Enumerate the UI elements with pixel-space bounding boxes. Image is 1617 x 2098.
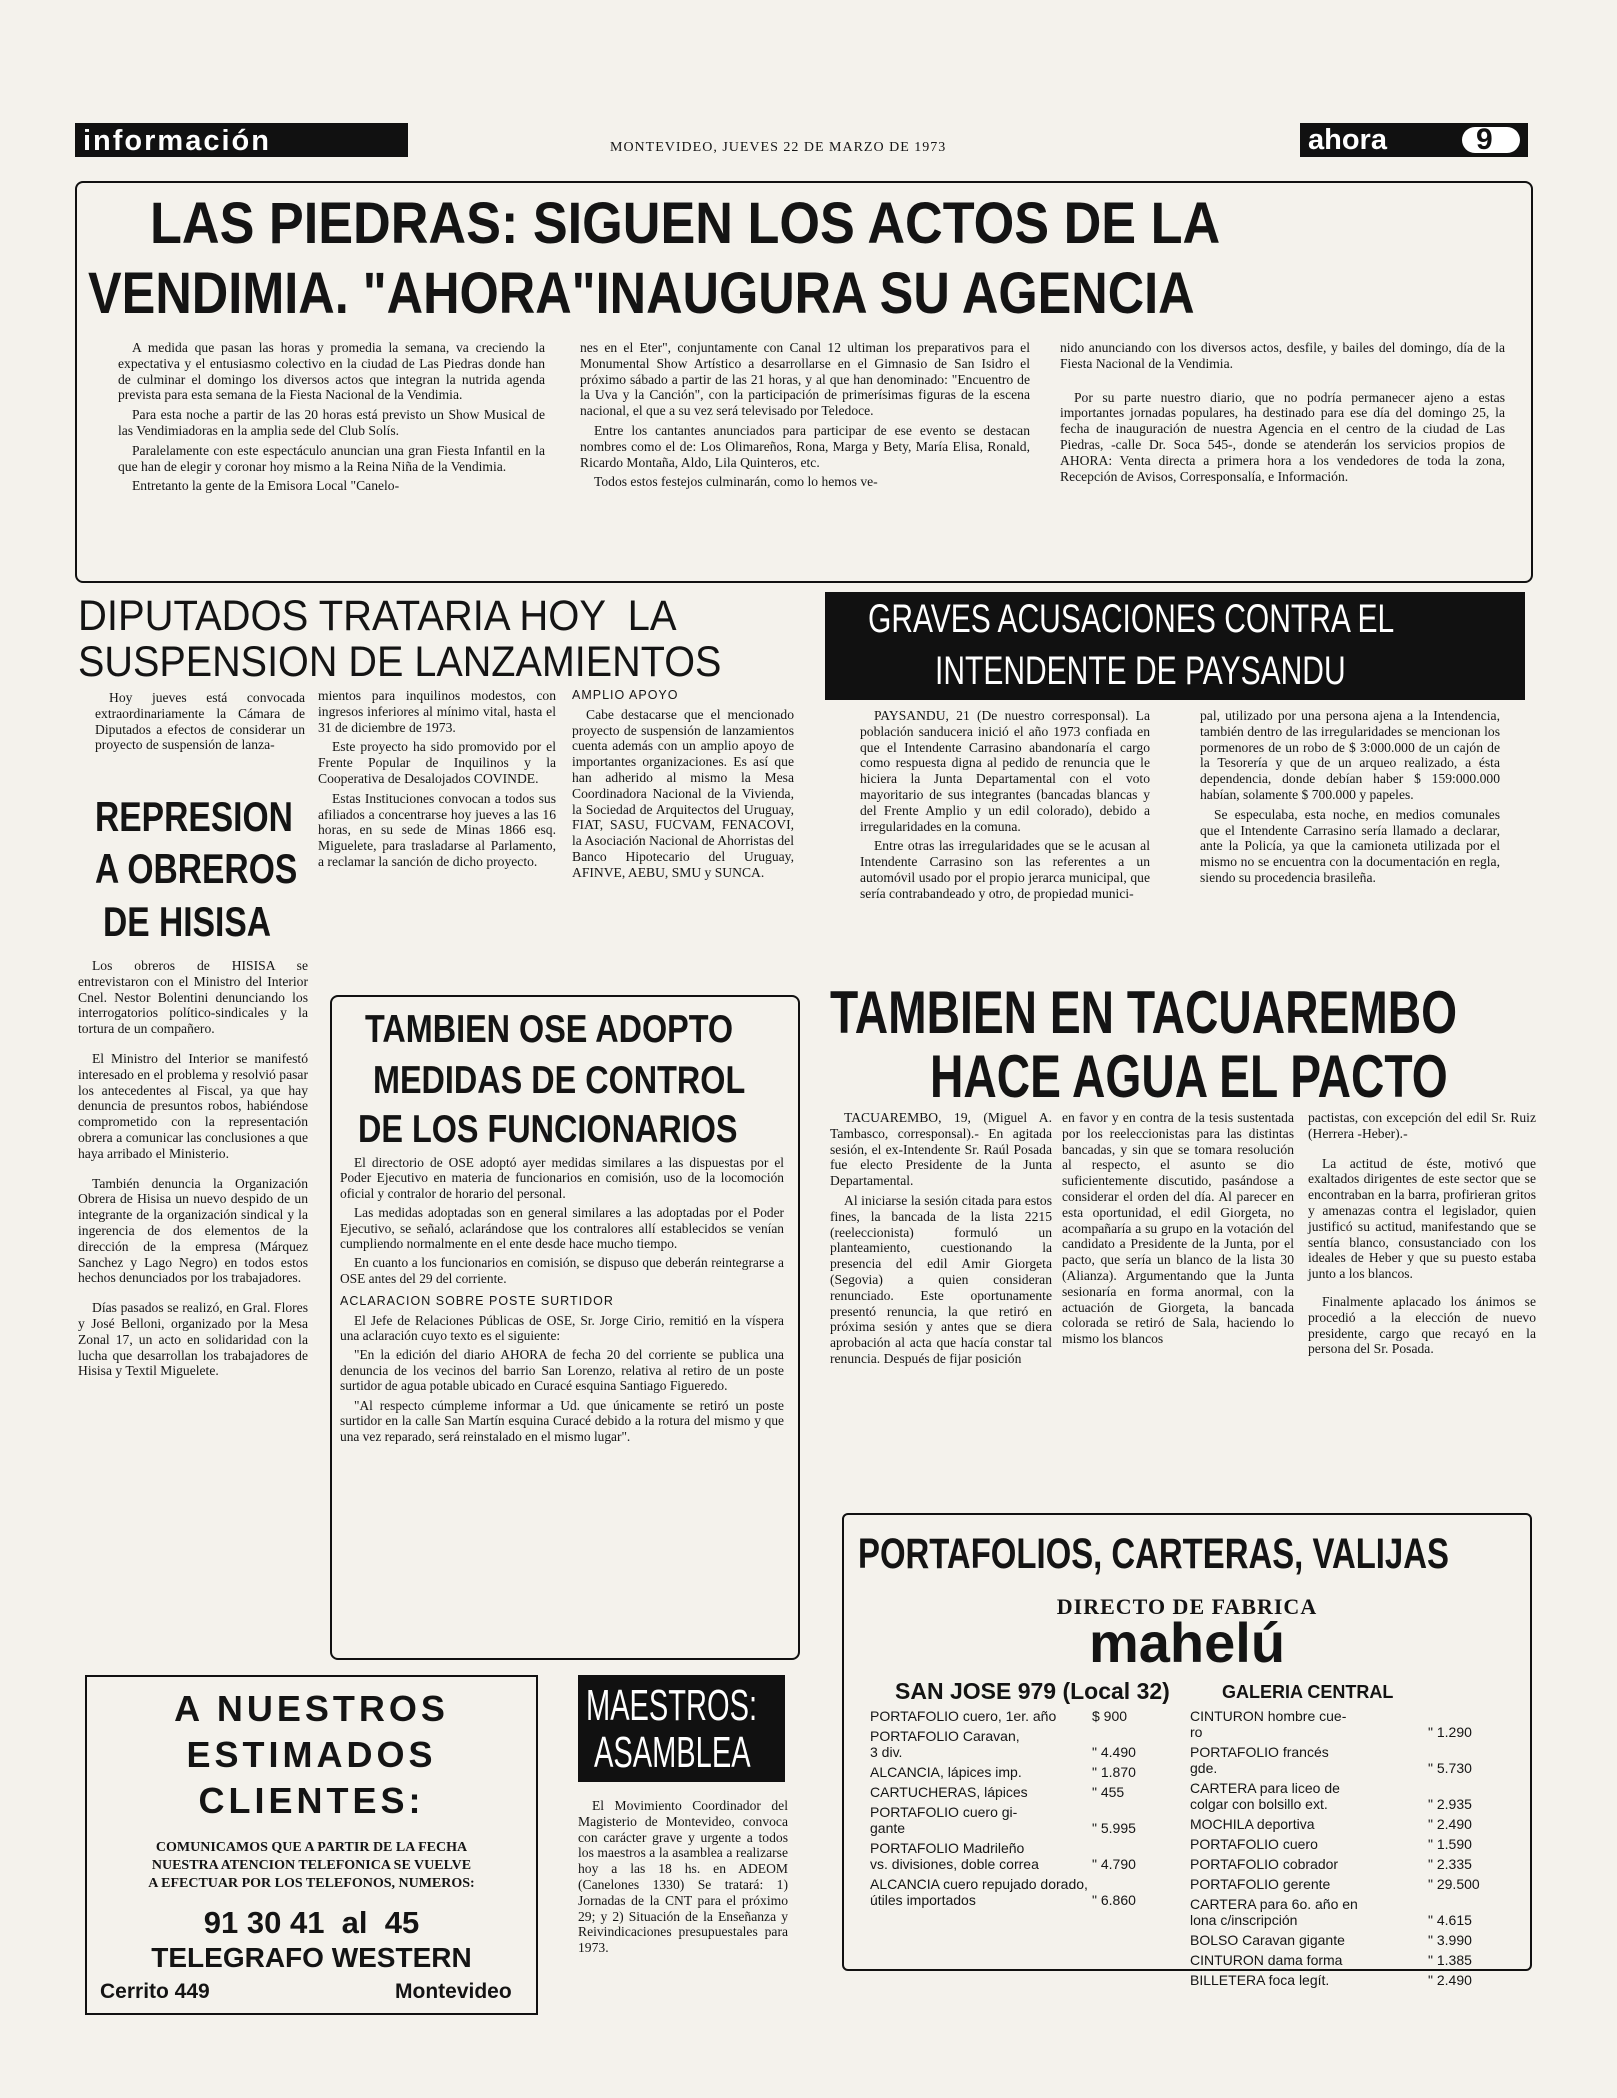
price-item-name: PORTAFOLIO Madrileño (870, 1840, 1025, 1856)
price-list-item (1190, 1972, 1329, 1988)
price-list-item (1190, 1816, 1315, 1832)
price-item-price: " 1.385 (1428, 1952, 1472, 1968)
price-item-name-cont: gante (870, 1820, 906, 1836)
clientes-company: TELEGRAFO WESTERN (151, 1942, 472, 1973)
clientes-body-line2: NUESTRA ATENCION TELEFONICA SE VUELVE (151, 1858, 472, 1873)
price-item-price: " 3.990 (1428, 1932, 1472, 1948)
ose-title-line2: MEDIDAS DE CONTROL (373, 1059, 746, 1102)
maestros-title-line1: MAESTROS: (586, 1681, 758, 1730)
price-item-name: MOCHILA deportiva (1190, 1816, 1315, 1832)
price-item-name: PORTAFOLIO cuero gi- (870, 1804, 1018, 1820)
mahelu-price-list-right (1190, 1708, 1520, 1988)
price-item-name: CARTUCHERAS, lápices (870, 1784, 1028, 1800)
price-item-name: ALCANCIA cuero repujado dorado, (870, 1876, 1088, 1892)
clientes-phones: 91 30 41 al 45 (203, 1905, 420, 1940)
clientes-body-line1: COMUNICAMOS QUE A PARTIR DE LA FECHA (155, 1840, 468, 1855)
clientes-title-line2: ESTIMADOS (186, 1734, 437, 1775)
price-list-item (1190, 1836, 1318, 1852)
las-piedras-col-2: nes en el Eter", conjuntamente con Canal 12 ultiman los preparativos para el Monumental Show Artístico a desarrollarse en el Gimnasio de San Isidro el próximo sábado a partir de las 21 horas, y al que han denominado: "Encuentro de la Uva y la Canción", con la participación de primerísimas figuras de la escena nacional, el que a su vez será televisado por Teledoce. Entre los cantantes anunciados para participar de ese evento se destacan nombres como el de: Los Olimareños, Rona, Marga y Bety, María Elisa, Ronald, Ricardo Montaña, Aldo, Lila Quinteros, etc. Todos estos festejos culminarán, como lo hemos ve- (580, 340, 1030, 490)
price-item-price: " 4.615 (1428, 1912, 1472, 1928)
price-item-name: PORTAFOLIO cobrador (1190, 1856, 1339, 1872)
mahelu-gallery: GALERIA CENTRAL (1222, 1682, 1394, 1702)
clientes-body-line3: A EFECTUAR POR LOS TELEFONOS, NUMEROS: (148, 1876, 475, 1891)
ose-body: El directorio de OSE adoptó ayer medidas similares a las dispuestas por el Poder Ejecutivo en materia de funcionarios en comisión, uso de la locomoción oficial y contralor de horario del personal. Las medidas adoptadas son en general similares a las adoptadas por el Poder Ejecutivo, se señaló, aclarándose que los contralores allí establecidos se venían cumpliendo normalmente en el ente desde hace mucho tiempo. En cuanto a los funcionarios en comisión, se dispuso que deberán reintegrarse a OSE antes del 29 del corriente. ACLARACION SOBRE POSTE SURTIDOR El Jefe de Relaciones Públicas de OSE, Sr. Jorge Cirio, remitió en la víspera una aclaración cuyo texto es el siguiente: "En la edición del diario AHORA de fecha 20 del corriente se publica una denuncia de los vecinos del barrio San Lorenzo, relativa al retiro de un poste surtidor de agua potable ubicado en Curacé esquina Santiago Figueredo. "Al respecto cúmpleme informar a Ud. que únicamente se retiró un poste surtidor en la calle San Martín esquina Curacé debido a la rotura del mismo y que una vez reparado, será reinstalado en el mismo lugar". (340, 1155, 784, 1444)
mahelu-price-list-left (870, 1708, 1170, 1963)
price-item-name: PORTAFOLIO francés (1190, 1744, 1329, 1760)
price-item-price: " 455 (1092, 1784, 1125, 1800)
brand-banner (1300, 123, 1528, 157)
ose-title-line1: TAMBIEN OSE ADOPTO (365, 1008, 734, 1051)
clientes-city: Montevideo (395, 1980, 512, 2003)
price-list-item (1190, 1932, 1345, 1948)
price-list-item (870, 1840, 1024, 1856)
hisisa-title-line2: A OBREROS (95, 845, 298, 892)
ose-title-line3: DE LOS FUNCIONARIOS (358, 1108, 738, 1151)
price-list-item (870, 1804, 1017, 1820)
price-item-price: " 1.590 (1428, 1836, 1472, 1852)
mahelu-title: PORTAFOLIOS, CARTERAS, VALIJAS (858, 1530, 1449, 1578)
price-item-price: " 5.995 (1092, 1820, 1136, 1836)
price-list-item (870, 1708, 1056, 1724)
diputados-title-line1: DIPUTADOS TRATARIA HOY LA (78, 592, 677, 640)
price-list-item (1190, 1856, 1338, 1872)
page-number: 9 (1476, 123, 1493, 156)
price-item-name: PORTAFOLIO Caravan, (870, 1728, 1020, 1744)
price-item-name-cont: gde. (1190, 1760, 1218, 1776)
hisisa-title-line3: DE HISISA (103, 898, 272, 945)
clientes-address: Cerrito 449 (100, 1980, 210, 2003)
hisisa-title-line1: REPRESION (95, 793, 293, 840)
price-item-name-cont: colgar con bolsillo ext. (1190, 1796, 1328, 1812)
price-item-name: CARTERA para liceo de (1190, 1780, 1340, 1796)
price-list-item (1190, 1780, 1340, 1796)
las-piedras-title-line1: LAS PIEDRAS: SIGUEN LOS ACTOS DE LA (150, 191, 1221, 256)
price-item-price: $ 900 (1092, 1708, 1128, 1724)
diputados-col-1: Hoy jueves está convocada extraordinariamente la Cámara de Diputados a efectos de considerar un proyecto de suspensión de lanza- (95, 690, 305, 753)
paysandu-col-2: pal, utilizado por una persona ajena a la Intendencia, también dentro de las irregularidades se mencionan los pormenores de un robo de $ 3:000.000 de un cajón de la Tesorería y que de un arqueo realizado, a ésta dependencia, donde debían haber $ 159:000.000 habían, solamente $ 700.000 y papeles. Se especulaba, esta noche, en medios comunales que el Intendente Carrasino sería llamado a declarar, ante la Policía, ya que la camioneta utilizada por el mismo no se encuentra con la documentación en regla, siendo su procedencia brasileña. (1200, 708, 1500, 885)
tacuarembo-col-3: pactistas, con excepción del edil Sr. Ruiz (Herrera -Heber).- La actitud de éste, motivó que exaltados dirigentes de este sector que se encontraban en la barra, profirieran gritos y amenazas contra el legislador, quien justificó su actitud, manifestando que se sentía blanco, consustanciado con los ideales de Heber y que su puesto estaba junto a los blancos. Finalmente aplacado los ánimos se procedió a la elección de nuevo presidente, cargo que recayó en la persona del Sr. Posada. (1308, 1110, 1536, 1357)
price-item-name-cont: útiles importados (870, 1892, 976, 1908)
price-item-name-cont: lona c/inscripción (1190, 1912, 1298, 1928)
price-item-name: BOLSO Caravan gigante (1190, 1932, 1345, 1948)
mahelu-address: SAN JOSE 979 (Local 32) (895, 1678, 1170, 1704)
maestros-body: El Movimiento Coordinador del Magisterio de Montevideo, convoca con carácter grave y urgente a todos los maestros a la asamblea a realizarse hoy a las 18 hs. en ADEOM (Canelones 1330) Se tratará: 1) Jornadas de la CNT para el próximo 29; y 2) Situación de la Enseñanza y Reivindicaciones presupuestales para 1973. (578, 1798, 788, 1956)
price-list-item (1190, 1744, 1329, 1760)
paysandu-col-1: PAYSANDU, 21 (De nuestro corresponsal). La población sanducera inició el año 1973 confiada en que el Intendente Carrasino abandonaría el cargo como respuesta digna al pedido de renuncia que le hiciera la Junta Departamental con el voto mayoritario de sus integrantes (bancadas blancas y del Frente Amplio y un edil colorado), debido a irregularidades en la comuna. Entre otras las irregularidades que se le acusan al Intendente Carrasino son las referentes a un automóvil usado por el propio jerarca municipal, que sería contrabandeado y otro, de propiedad munici- (860, 708, 1150, 901)
price-list-item (870, 1876, 1088, 1892)
price-list-item (870, 1764, 1022, 1780)
price-item-price: " 4.790 (1092, 1856, 1136, 1872)
diputados-col-2: mientos para inquilinos modestos, con ingresos inferiores al mínimo vital, hasta el 31 de diciembre de 1973. Este proyecto ha sido promovido por el Frente Popular de Inquilinos y la Cooperativa de Desalojados COVINDE. Estas Instituciones convocan a todos sus afiliados a concentrarse hoy jueves a las 16 horas, en su sede de Minas 1866 esq. Miguelete, para trasladarse al Parlamento, a reclamar la sanción de dicho proyecto. (318, 688, 556, 869)
price-list-item (1190, 1952, 1342, 1968)
price-item-price: " 5.730 (1428, 1760, 1472, 1776)
price-list-item (1190, 1896, 1358, 1912)
price-item-price: " 4.490 (1092, 1744, 1136, 1760)
paysandu-title-line1: GRAVES ACUSACIONES CONTRA EL (868, 597, 1395, 641)
paysandu-title-line2: INTENDENTE DE PAYSANDU (935, 649, 1346, 693)
price-item-name-cont: ro (1190, 1724, 1203, 1740)
price-list-item (1190, 1708, 1346, 1724)
diputados-col-3: AMPLIO APOYO Cabe destacarse que el mencionado proyecto de suspensión de lanzamientos cuenta además con un amplio apoyo de importantes organizaciones. Es así que han adherido al mismo la Mesa Coordinadora Nacional de la Vivienda, la Sociedad de Arquitectos del Uruguay, FIAT, SASU, FUCVAM, FENACOVI, la Asociación Nacional de Ahorristas del Banco Hipotecario del Uruguay, AFINVE, AEBU, SMU y SUNCA. (572, 688, 794, 880)
price-item-name: CINTURON hombre cue- (1190, 1708, 1347, 1724)
price-item-price: " 2.935 (1428, 1796, 1472, 1812)
diputados-subhead: AMPLIO APOYO (572, 688, 679, 702)
las-piedras-title-line2: VENDIMIA. "AHORA"INAUGURA SU AGENCIA (88, 261, 1195, 326)
price-item-name: PORTAFOLIO cuero, 1er. año (870, 1708, 1057, 1724)
price-item-name: ALCANCIA, lápices imp. (870, 1764, 1022, 1780)
dateline: MONTEVIDEO, JUEVES 22 DE MARZO DE 1973 (610, 140, 947, 155)
diputados-title-line2: SUSPENSION DE LANZAMIENTOS (78, 638, 722, 686)
price-item-name: PORTAFOLIO cuero (1190, 1836, 1318, 1852)
mahelu-brand: mahelú (1088, 1611, 1286, 1674)
las-piedras-col-1: A medida que pasan las horas y promedia la semana, va creciendo la expectativa y el entusiasmo colectivo en la ciudad de Las Piedras donde han de culminar el domingo los diversos actos que integran la nutrida agenda prevista para esta semana de la Fiesta Nacional de la Vendimia. Para esta noche a partir de las 20 horas está previsto un Show Musical de las Vendimiadoras en la amplia sede del Club Solís. Paralelamente con este espectáculo anuncian una gran Fiesta Infantil en la que han de elegir y coronar hoy mismo a la Reina Niña de la Vendimia. Entretanto la gente de la Emisora Local "Canelo- (118, 340, 545, 494)
price-list-item (870, 1728, 1020, 1744)
tacuarembo-col-2: en favor y en contra de la tesis sustentada por los reeleccionistas para las distintas bancadas, y sin que se tomara resolución al respecto, el asunto se dio suficientemente discutido, pasándose a considerar el orden del día. Al parecer en esta oportunidad, el edil Giorgeta, no acompañaría a su grupo en la votación del candidato a Presidente de la Junta, por el pacto, que sería un blanco de la lista 30 (Alianza). Argumentando que la Junta sesionaría en forma anormal, con la actuación de Giorgeta, la bancada colorada se retiró de Sala, haciendo lo mismo los blancos (1062, 1110, 1294, 1347)
section-banner (75, 123, 408, 157)
clientes-title-line1: A NUESTROS (174, 1688, 449, 1729)
price-item-name: PORTAFOLIO gerente (1190, 1876, 1331, 1892)
price-item-name-cont: 3 div. (870, 1744, 903, 1760)
price-item-name-cont: vs. divisiones, doble correa (870, 1856, 1039, 1872)
price-item-price: " 29.500 (1428, 1876, 1480, 1892)
clientes-title-line3: CLIENTES: (198, 1780, 425, 1821)
price-item-price: " 1.870 (1092, 1764, 1136, 1780)
tacuarembo-title-line1: TAMBIEN EN TACUAREMBO (830, 979, 1458, 1046)
price-item-price: " 2.335 (1428, 1856, 1472, 1872)
las-piedras-col-3: nido anunciando con los diversos actos, desfile, y bailes del domingo, día de la Fiesta Nacional de la Vendimia. Por su parte nuestro diario, que no podría permanecer ajeno a estas importantes jornadas populares, ha destinado para ese día del domingo 25, la fecha de inauguración de nuestra Agencia en el centro de la ciudad de Las Piedras, -calle Dr. Soca 545-, donde se atenderán los servicios propios de AHORA: Venta directa a primera hora a los vendedores de toda la zona, Recepción de Avisos, Corresponsalía, e Información. (1060, 340, 1505, 484)
price-item-price: " 2.490 (1428, 1816, 1472, 1832)
maestros-title-line2: ASAMBLEA (594, 1728, 751, 1777)
price-item-price: " 1.290 (1428, 1724, 1472, 1740)
price-list-item (1190, 1876, 1330, 1892)
section-title: información (83, 125, 271, 157)
price-list-item (870, 1784, 1028, 1800)
price-item-price: " 6.860 (1092, 1892, 1136, 1908)
price-item-name: CINTURON dama forma (1190, 1952, 1343, 1968)
tacuarembo-col-1: TACUAREMBO, 19, (Miguel A. Tambasco, corresponsal).- En agitada sesión, el ex-Intendente Sr. Raúl Posada fue electo Presidente de la Junta Departamental. Al iniciarse la sesión citada para estos fines, la bancada de la lista 2215 (reeleccionista) formuló un planteamiento, cuestionando la presencia del edil Amir Giorgeta (Segovia) a quien consideran renunciado. Este oportunamente presentó renuncia, la que retiró en próxima sesión y antes que se diera aprobación al acta que hacía constar tal renuncia. Después de fijar posición (830, 1110, 1052, 1366)
hisisa-column: Los obreros de HISISA se entrevistaron con el Ministro del Interior Cnel. Nestor Bolentini denunciando los interrogatorios político-sindicales y la tortura de un compañero. El Ministro del Interior se manifestó interesado en el problema y resolvió pasar los antecedentes al Fiscal, ya que hay denuncia de presuntos robos, habiéndose comprometido con la representación obrera a comunicar las conclusiones a que haya arribado el Ministerio. También denuncia la Organización Obrera de Hisisa un nuevo despido de un integrante de la organización sindical y la ingerencia de dos elementos de la dirección de la empresa (Márquez Sanchez y Lago Negro) en todos estos hechos denunciados por los trabajadores. Días pasados se realizó, en Gral. Flores y José Belloni, organizado por la Mesa Zonal 17, un acto en solidaridad con la lucha que desarrollan los trabajadores de Hisisa y Textil Miguelete. (78, 958, 308, 1379)
ose-subhead: ACLARACION SOBRE POSTE SURTIDOR (340, 1294, 614, 1309)
tacuarembo-title-line2: HACE AGUA EL PACTO (930, 1043, 1448, 1110)
price-item-price: " 2.490 (1428, 1972, 1472, 1988)
price-item-name: BILLETERA foca legít. (1190, 1972, 1330, 1988)
mahelu-subtitle: DIRECTO DE FABRICA (1056, 1594, 1318, 1619)
price-item-name: CARTERA para 6o. año en (1190, 1896, 1358, 1912)
brand-logo: ahora (1308, 124, 1387, 156)
